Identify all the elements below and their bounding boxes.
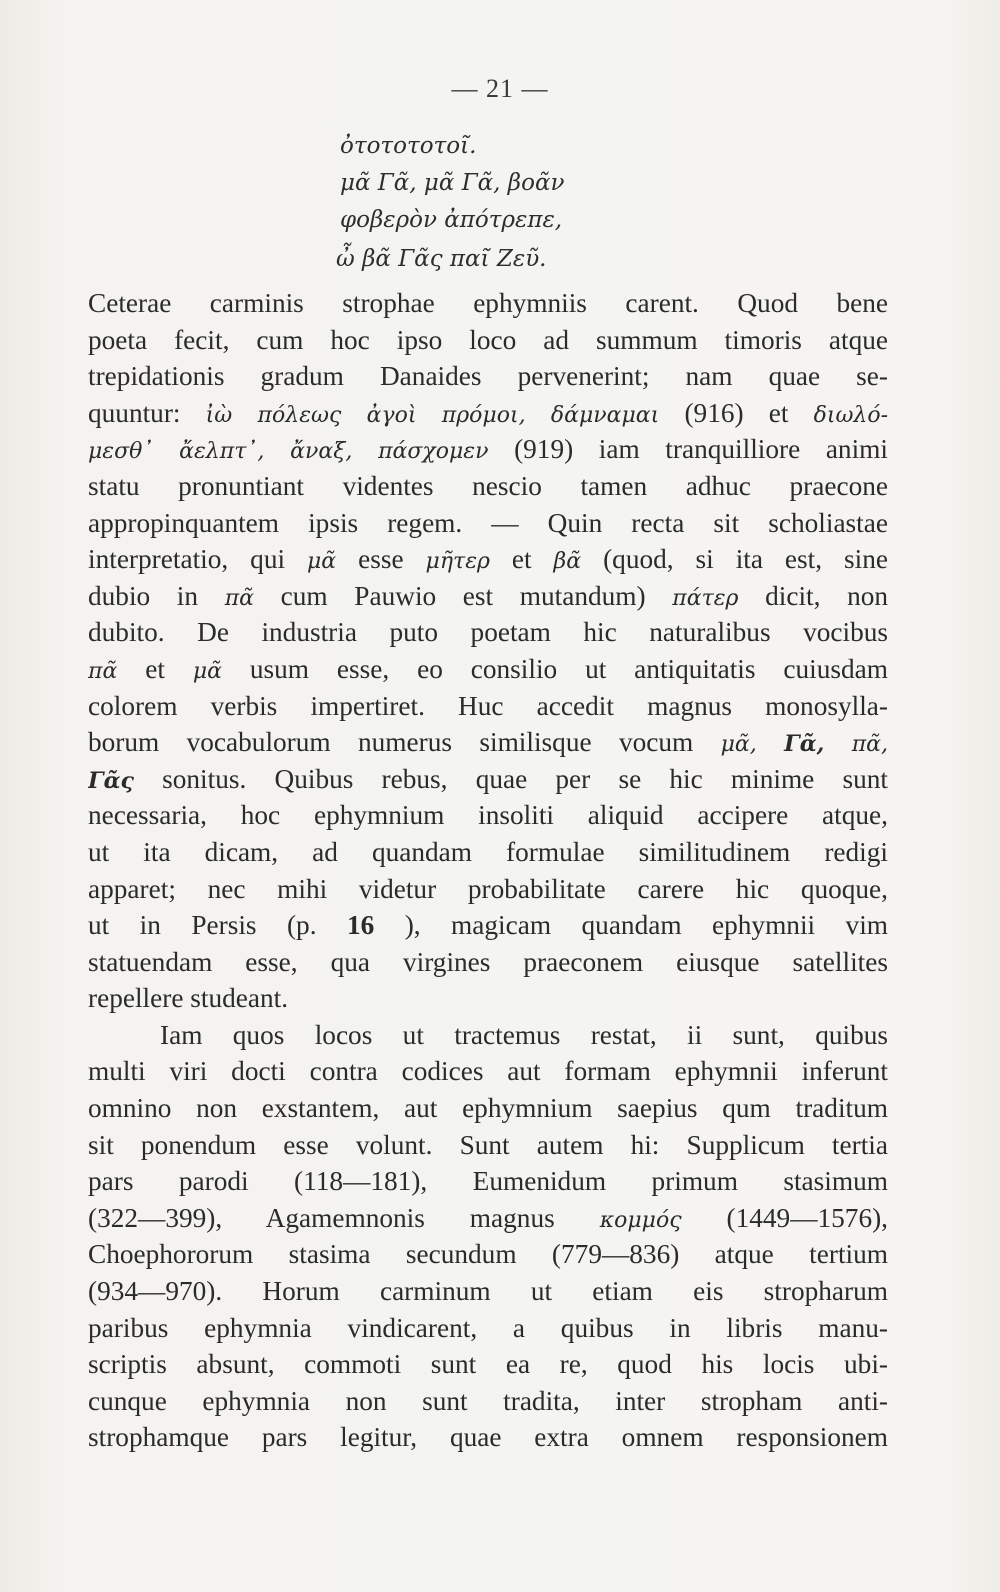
text-line: statuendam esse, qua virgines praeconem eiusque satellites: [88, 946, 888, 977]
text-line: (934—970). Horum carminum ut etiam eis stropharum: [88, 1276, 888, 1307]
text-line: pars parodi (118—181), Eumenidum primum stasimum: [88, 1166, 888, 1197]
text-line: Iam quos locos ut tractemus restat, ii sunt, quibus: [160, 1019, 888, 1050]
text-line: (322—399), Agamemnonis magnus κομμός (1449—1576),: [88, 1202, 888, 1233]
verse-line-1: ὀτοτοτοτοῖ.: [340, 133, 477, 159]
text-line: poeta fecit, cum hoc ipso loco ad summum timoris atque: [88, 324, 888, 355]
text-line: Γᾶς sonitus. Quibus rebus, quae per se hic minime sunt: [88, 763, 888, 794]
text-line: interpretatio, qui μᾶ esse μῆτερ et βᾶ (quod, si ita est, sine: [88, 544, 888, 575]
text-line: scriptis absunt, commoti sunt ea re, quod his locis ubi-: [88, 1349, 888, 1380]
text-line: Ceterae carminis strophae ephymniis carent. Quod bene: [88, 288, 888, 318]
page-number: — 21 —: [451, 74, 549, 103]
text-line: πᾶ et μᾶ usum esse, eo consilio ut antiquitatis cuiusdam: [88, 653, 888, 684]
text-line: cunque ephymnia non sunt tradita, inter stropham anti-: [88, 1385, 888, 1416]
text-line: quuntur: ἰὼ πόλεως ἀγοὶ πρόμοι, δάμναμαι (916) et διωλό-: [88, 397, 888, 428]
text-line: dubio in πᾶ cum Pauwio est mutandum) πάτερ dicit, non: [88, 580, 888, 611]
text-line: strophamque pars legitur, quae extra omnem responsionem: [88, 1422, 888, 1453]
text-line: omnino non exstantem, aut ephymnium saepius qum traditum: [88, 1093, 888, 1124]
text-line: necessaria, hoc ephymnium insoliti aliquid accipere atque,: [88, 800, 888, 831]
text-line: ut ita dicam, ad quandam formulae similitudinem redigi: [88, 836, 888, 867]
text-line: Choephororum stasima secundum (779—836) atque tertium: [88, 1239, 888, 1270]
text-line: trepidationis gradum Danaides pervenerint; nam quae se-: [88, 361, 888, 392]
text-line: colorem verbis impertiret. Huc accedit magnus monosylla-: [88, 690, 888, 721]
text-line: ut in Persis (p. 16 ), magicam quandam ephymnii vim: [88, 910, 888, 941]
text-line: repellere studeant.: [88, 983, 289, 1014]
text-line: paribus ephymnia vindicarent, a quibus in libris manu-: [88, 1312, 888, 1343]
text-line: dubito. De industria puto poetam hic naturalibus vocibus: [88, 617, 888, 648]
text-line: multi viri docti contra codices aut formam ephymnii inferunt: [88, 1056, 888, 1087]
verse-line-3: φοβερὸν ἀπότρεπε,: [340, 207, 563, 233]
body-text: [88, 285, 888, 1456]
text-line: appropinquantem ipsis regem. — Quin recta sit scholiastae: [88, 507, 888, 538]
text-line: borum vocabulorum numerus similisque vocum μᾶ, Γᾶ, πᾶ,: [88, 727, 888, 758]
text-line: apparet; nec mihi videtur probabilitate carere hic quoque,: [88, 873, 888, 904]
verse-line-4: ὦ βᾶ Γᾶς παῖ Ζεῦ.: [336, 246, 547, 272]
text-line: μεσθ᾽ ἄελπτ᾽, ἄναξ, πάσχομεν (919) iam tranquilliore animi: [88, 434, 888, 465]
text-line: statu pronuntiant videntes nescio tamen adhuc praecone: [88, 470, 888, 501]
verse-line-2: μᾶ Γᾶ, μᾶ Γᾶ, βοᾶν: [340, 170, 565, 196]
text-line: sit ponendum esse volunt. Sunt autem hi: Supplicum tertia: [88, 1129, 888, 1160]
